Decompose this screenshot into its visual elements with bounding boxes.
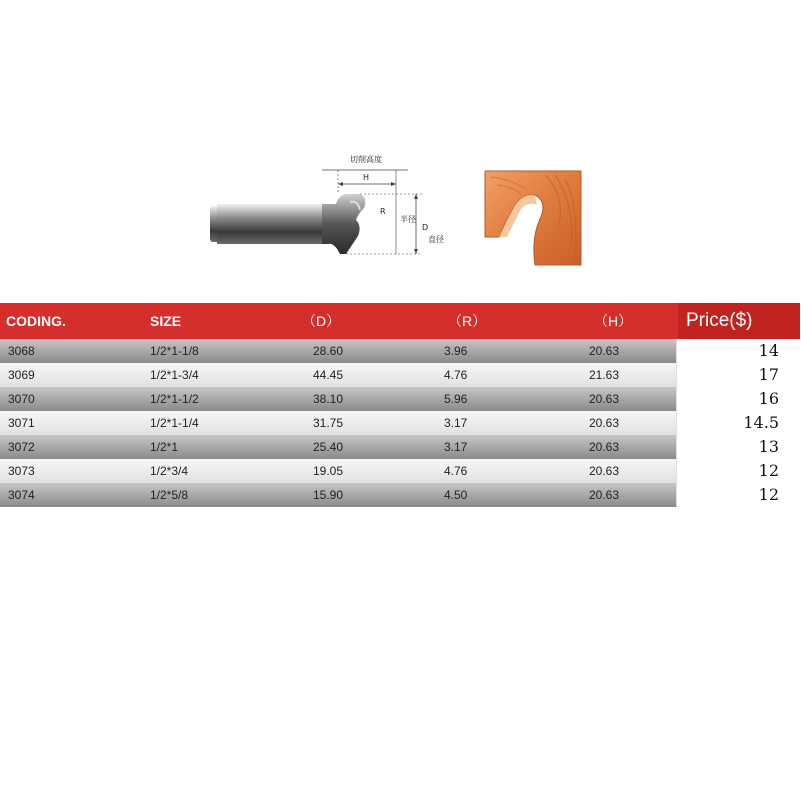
price-cell: [676, 483, 801, 507]
price-cell: [676, 387, 801, 411]
h-header: （H）: [594, 313, 633, 329]
price-value: 12: [758, 485, 779, 504]
table-header: [0, 303, 800, 339]
table-row: [0, 363, 800, 387]
shank: [217, 204, 325, 244]
r-header: （R）: [448, 313, 487, 329]
h-cell: 20.63: [589, 416, 620, 430]
r-cell: 3.17: [444, 440, 468, 454]
size-cell: 1/2*5/8: [150, 488, 189, 502]
table-row: [0, 435, 800, 459]
code-cell: 3073: [8, 464, 35, 478]
h-cell: 20.63: [589, 344, 620, 358]
d-cell: 28.60: [313, 344, 344, 358]
product-figure: [0, 0, 800, 300]
size-cell: 1/2*3/4: [150, 464, 189, 478]
table-row: [0, 387, 800, 411]
price-cell: [676, 339, 801, 363]
table-row: [0, 339, 800, 363]
r-cell: 5.96: [444, 392, 468, 406]
diameter-label: 直径: [428, 235, 444, 244]
d-cell: 31.75: [313, 416, 344, 430]
h-cell: 21.63: [589, 368, 620, 382]
price-value: 16: [758, 389, 779, 408]
d-header: （D）: [302, 313, 341, 329]
size-cell: 1/2*1-1/8: [150, 344, 199, 358]
size-header: SIZE: [150, 313, 182, 329]
h-cell: 20.63: [589, 392, 620, 406]
size-cell: 1/2*1-1/2: [150, 392, 199, 406]
price-header: Price($): [686, 310, 753, 331]
code-cell: 3074: [8, 488, 35, 502]
d-cell: 44.45: [313, 368, 344, 382]
spec-table: [0, 303, 800, 507]
d-cell: 15.90: [313, 488, 344, 502]
r-cell: 3.96: [444, 344, 468, 358]
r-cell: 4.76: [444, 464, 468, 478]
price-header-cell: [678, 303, 800, 339]
price-value: 14.5: [743, 413, 779, 432]
wood-profile-sample: [475, 165, 590, 275]
r-cell: 4.76: [444, 368, 468, 382]
price-cell: [676, 363, 801, 387]
r-cell: 4.50: [444, 488, 468, 502]
code-cell: 3071: [8, 416, 35, 430]
size-cell: 1/2*1: [150, 440, 179, 454]
price-cell: [676, 411, 801, 435]
code-cell: 3072: [8, 440, 35, 454]
table-row: [0, 483, 800, 507]
price-value: 12: [758, 461, 779, 480]
price-cell: [676, 459, 801, 483]
radius-label: 半径: [400, 215, 416, 224]
cutter-head: [322, 194, 365, 254]
router-bit-diagram: [200, 150, 444, 280]
h-cell: 20.63: [589, 440, 620, 454]
price-value: 17: [758, 365, 779, 384]
table-row: [0, 459, 800, 483]
h-cell: 20.63: [589, 464, 620, 478]
price-cell: [676, 435, 801, 459]
d-label: D: [422, 223, 429, 232]
r-label: R: [380, 207, 386, 216]
r-cell: 3.17: [444, 416, 468, 430]
code-cell: 3069: [8, 368, 35, 382]
code-cell: 3070: [8, 392, 35, 406]
d-cell: 19.05: [313, 464, 344, 478]
h-label: H: [362, 173, 370, 182]
table-row: [0, 411, 800, 435]
h-cell: 20.63: [589, 488, 620, 502]
d-cell: 25.40: [313, 440, 344, 454]
size-cell: 1/2*1-1/4: [150, 416, 199, 430]
cutting-height-label: 切削高度: [350, 155, 382, 164]
d-cell: 38.10: [313, 392, 344, 406]
code-cell: 3068: [8, 344, 35, 358]
size-cell: 1/2*1-3/4: [150, 368, 199, 382]
price-value: 13: [758, 437, 779, 456]
price-value: 14: [758, 341, 779, 360]
coding-header: CODING.: [6, 313, 66, 329]
